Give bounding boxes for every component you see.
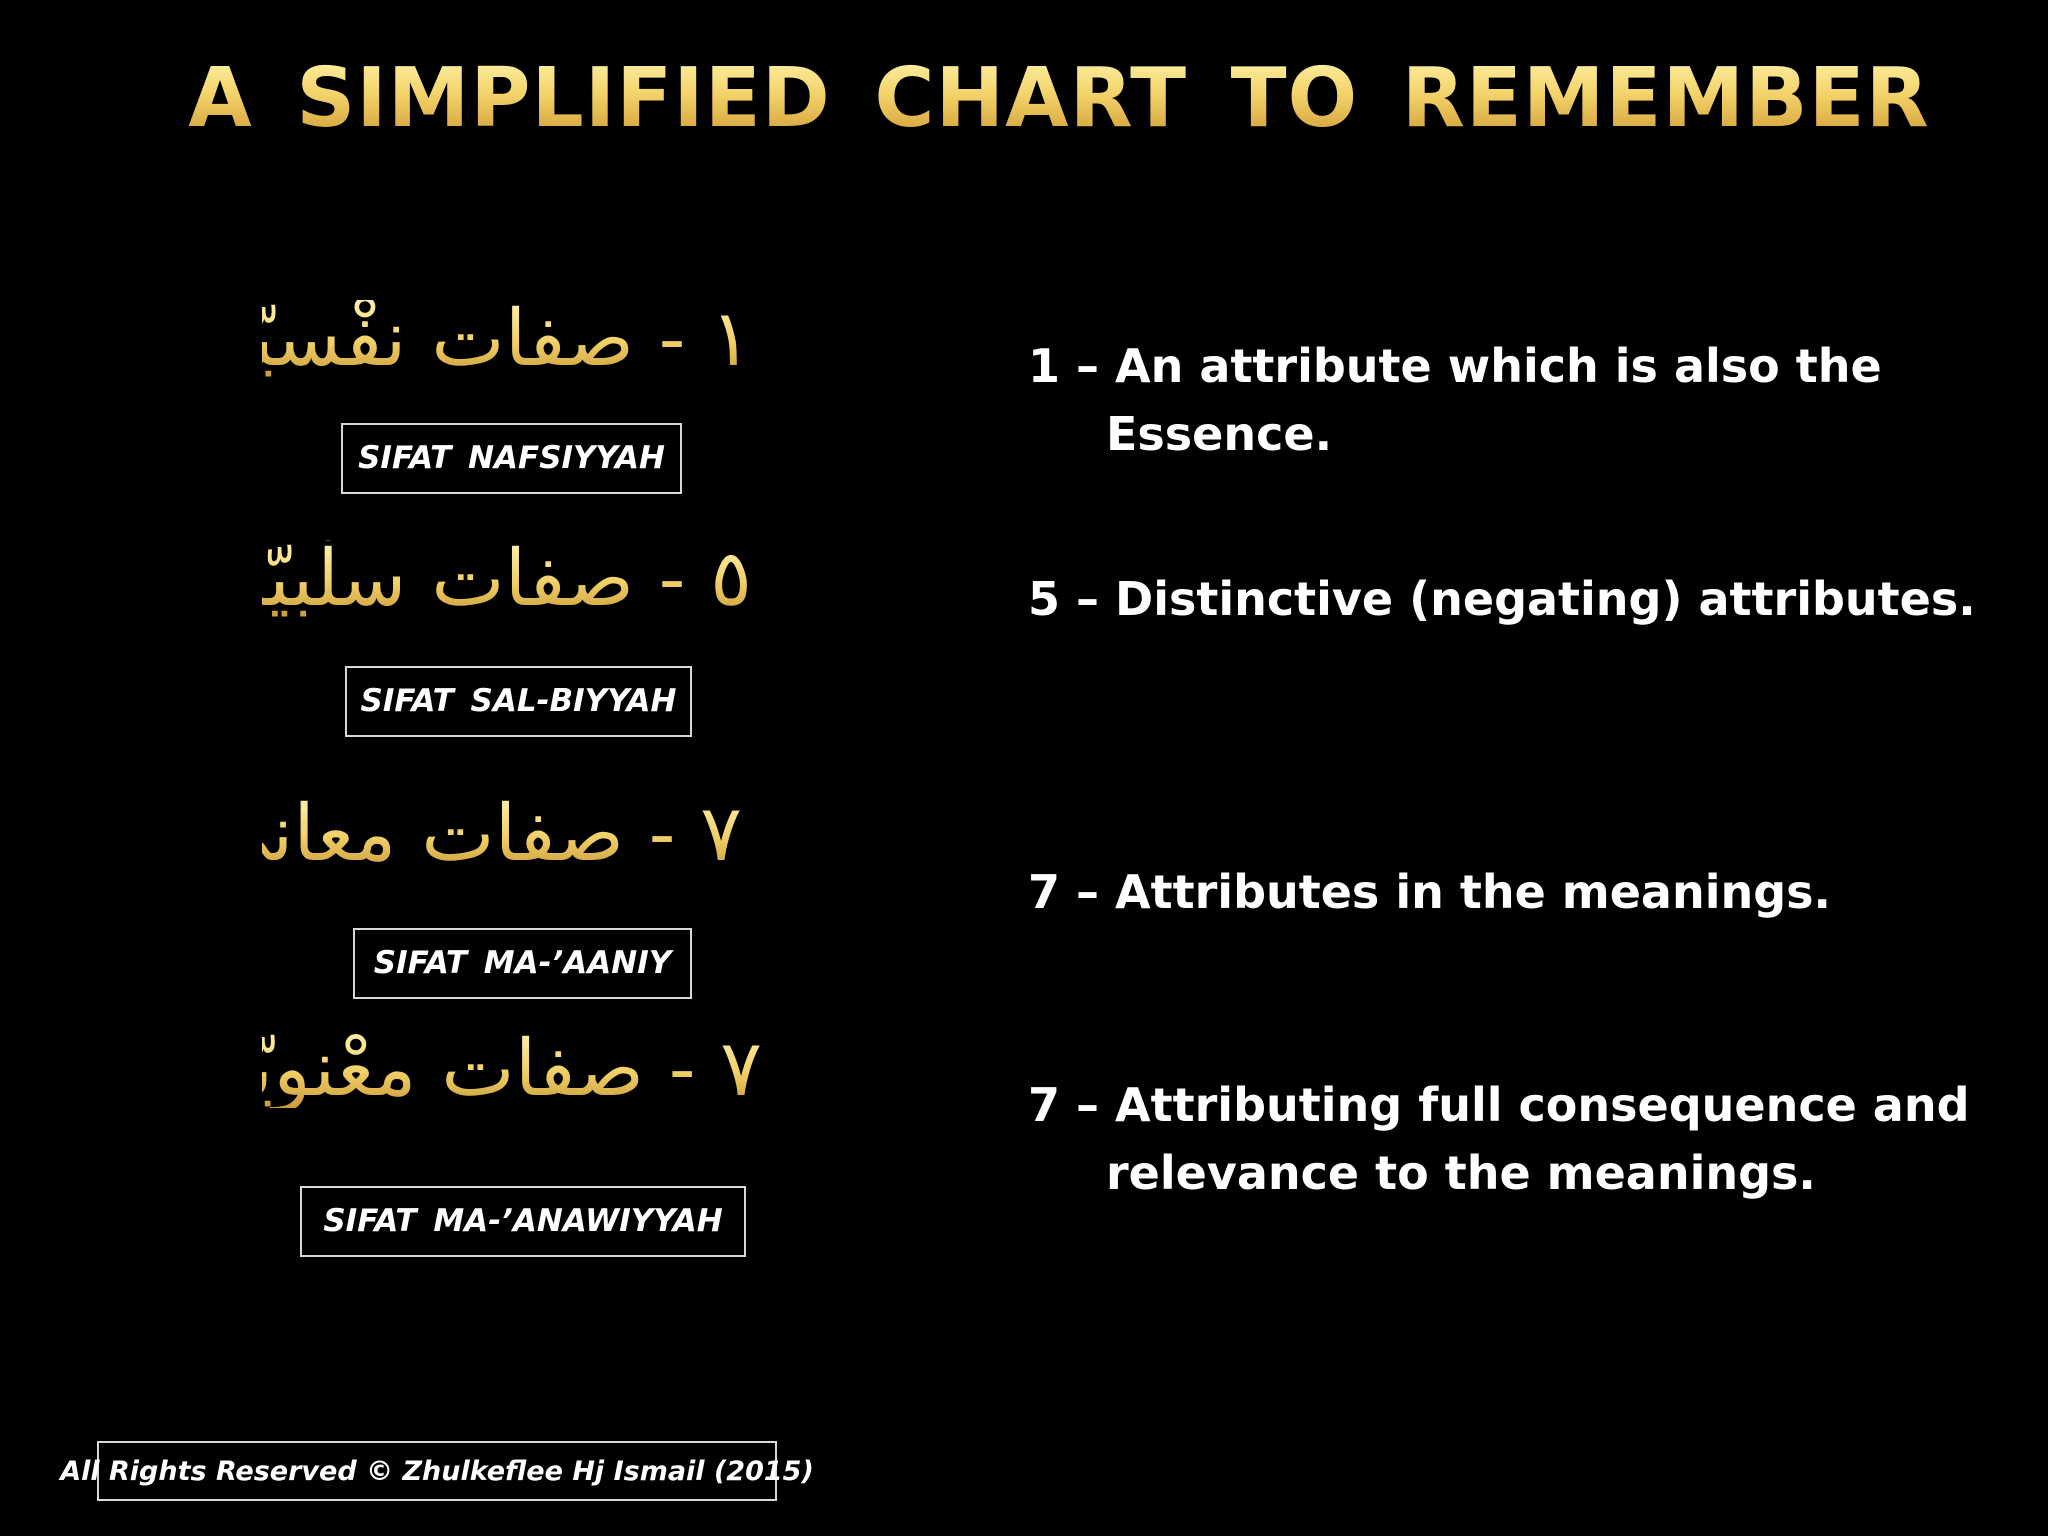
page-title: A SIMPLIFIED CHART TO REMEMBER <box>0 50 2048 148</box>
label-box-maaniy: SIFAT MA-’AANIY <box>353 928 692 999</box>
description-maaniy <box>1028 858 1831 926</box>
label-box-salbiyyah: SIFAT SAL-BIYYAH <box>345 666 692 737</box>
description-manawiyyah <box>1028 1071 1970 1207</box>
description-line: Essence. <box>1106 407 1333 461</box>
description-line: 7 – Attributes in the meanings. <box>1028 865 1832 919</box>
description-line: relevance to the meanings. <box>1106 1146 1816 1200</box>
description-nafsiyyah <box>1028 332 1882 468</box>
description-line: 7 – Attributing full consequence and <box>1028 1078 1970 1132</box>
arabic-heading-maaniy: ٧ - صفات معانيْ <box>206 789 742 879</box>
arabic-heading-manawiyyah: ٧ - صفات معْنويّة <box>209 1024 762 1114</box>
arabic-heading-salbiyyah: ٥ - صفات سلْبيّة <box>226 534 752 624</box>
label-box-nafsiyyah: SIFAT NAFSIYYAH <box>341 423 682 494</box>
description-line: 1 – An attribute which is also the <box>1028 339 1882 393</box>
description-line: 5 – Distinctive (negating) attributes. <box>1028 572 1976 626</box>
description-salbiyyah <box>1028 565 1976 633</box>
copyright-notice: All Rights Reserved © Zhulkeflee Hj Ismail (2015) <box>97 1441 777 1501</box>
arabic-heading-nafsiyyah: ١ - صفات نفْسيّة <box>210 294 752 384</box>
label-box-manawiyyah: SIFAT MA-’ANAWIYYAH <box>300 1186 746 1257</box>
